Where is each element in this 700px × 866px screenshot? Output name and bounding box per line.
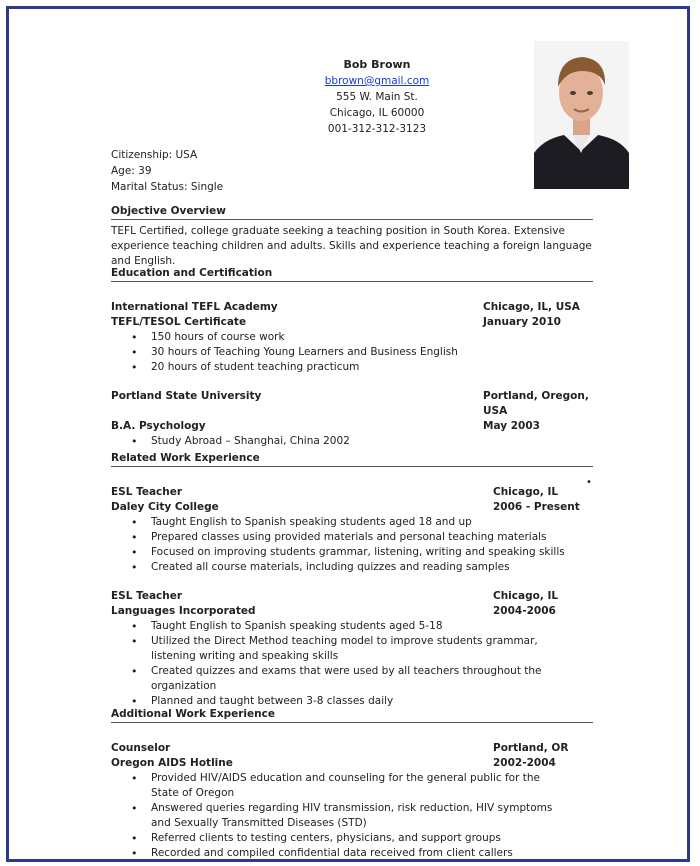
list-item: • Study Abroad – Shanghai, China 2002 <box>151 434 593 449</box>
employer: Oregon AIDS Hotline <box>111 757 233 769</box>
list-item: • Utilized the Direct Method teaching model to improve students grammar, listening writing and speaking skills <box>151 634 563 664</box>
job-role: ESL Teacher <box>111 590 183 602</box>
job-entry <box>111 589 593 709</box>
list-item: • Created all course materials, including quizzes and reading samples <box>151 560 593 575</box>
institution: International TEFL Academy <box>111 301 278 313</box>
list-item: • Focused on improving students grammar, listening, writing and speaking skills <box>151 545 593 560</box>
location: Portland, OR <box>493 742 569 754</box>
education-entry <box>111 389 593 449</box>
date: 2002-2004 <box>493 757 556 769</box>
section-heading: Additional Work Experience <box>111 708 593 723</box>
street-address: 555 W. Main St. <box>336 91 418 103</box>
education-section <box>111 267 593 449</box>
employer: Languages Incorporated <box>111 605 256 617</box>
list-item: • Created quizzes and exams that were used by all teachers throughout the organization <box>151 664 563 694</box>
objective-section <box>111 205 593 269</box>
location: Chicago, IL <box>493 486 559 498</box>
list-item: • Prepared classes using provided materials and personal teaching materials <box>151 530 593 545</box>
location: Portland, Oregon, USA <box>483 390 589 417</box>
city-address: Chicago, IL 60000 <box>329 107 425 119</box>
list-item: • Planned and taught between 3-8 classes daily <box>151 694 563 709</box>
list-item: • 150 hours of course work <box>151 330 593 345</box>
age: Age: 39 <box>111 165 152 177</box>
job-role: ESL Teacher <box>111 486 183 498</box>
profile-photo <box>534 41 629 189</box>
job-role: Counselor <box>111 742 171 754</box>
degree: B.A. Psychology <box>111 420 206 432</box>
list-item: • 30 hours of Teaching Young Learners and Business English <box>151 345 593 360</box>
resume-frame <box>6 6 690 862</box>
list-item: • Taught English to Spanish speaking students aged 5-18 <box>151 619 563 634</box>
location: Chicago, IL <box>493 590 559 602</box>
marital-status: Marital Status: Single <box>111 181 224 193</box>
institution: Portland State University <box>111 390 262 402</box>
candidate-name: Bob Brown <box>343 58 411 71</box>
section-heading: Related Work Experience <box>111 452 593 467</box>
personal-info <box>111 147 223 195</box>
section-heading: Objective Overview <box>111 205 593 220</box>
job-entry <box>111 485 593 575</box>
related-work-section <box>111 452 593 709</box>
date: January 2010 <box>483 316 561 328</box>
resume-page <box>9 9 687 859</box>
phone-number: 001-312-312-3123 <box>327 123 427 135</box>
education-entry <box>111 300 593 375</box>
date: 2004-2006 <box>493 605 556 617</box>
location: Chicago, IL, USA <box>483 301 580 313</box>
list-item: • Referred clients to testing centers, physicians, and support groups <box>151 831 563 846</box>
profile-photo-image <box>534 41 629 189</box>
degree: TEFL/TESOL Certificate <box>111 316 247 328</box>
list-item: • Answered queries regarding HIV transmission, risk reduction, HIV symptoms and Sexually Transmitted Diseases (STD) <box>151 801 563 831</box>
additional-work-section <box>111 708 593 861</box>
section-heading: Education and Certification <box>111 267 593 282</box>
date: May 2003 <box>483 420 540 432</box>
date: 2006 - Present <box>493 501 580 513</box>
stray-bullet: • <box>586 477 592 488</box>
email-link[interactable]: bbrown@gmail.com <box>324 75 430 87</box>
objective-text: TEFL Certified, college graduate seeking a teaching position in South Korea. Extensive experience teaching children and adults. Skills and experience teaching a foreign language and English. <box>111 225 592 267</box>
citizenship: Citizenship: USA <box>111 149 198 161</box>
list-item: • 20 hours of student teaching practicum <box>151 360 593 375</box>
list-item: • Taught English to Spanish speaking students aged 18 and up <box>151 515 593 530</box>
job-entry <box>111 741 593 861</box>
list-item: • Recorded and compiled confidential data received from client callers <box>151 846 563 861</box>
employer: Daley City College <box>111 501 219 513</box>
list-item: • Provided HIV/AIDS education and counseling for the general public for the State of Oregon <box>151 771 563 801</box>
